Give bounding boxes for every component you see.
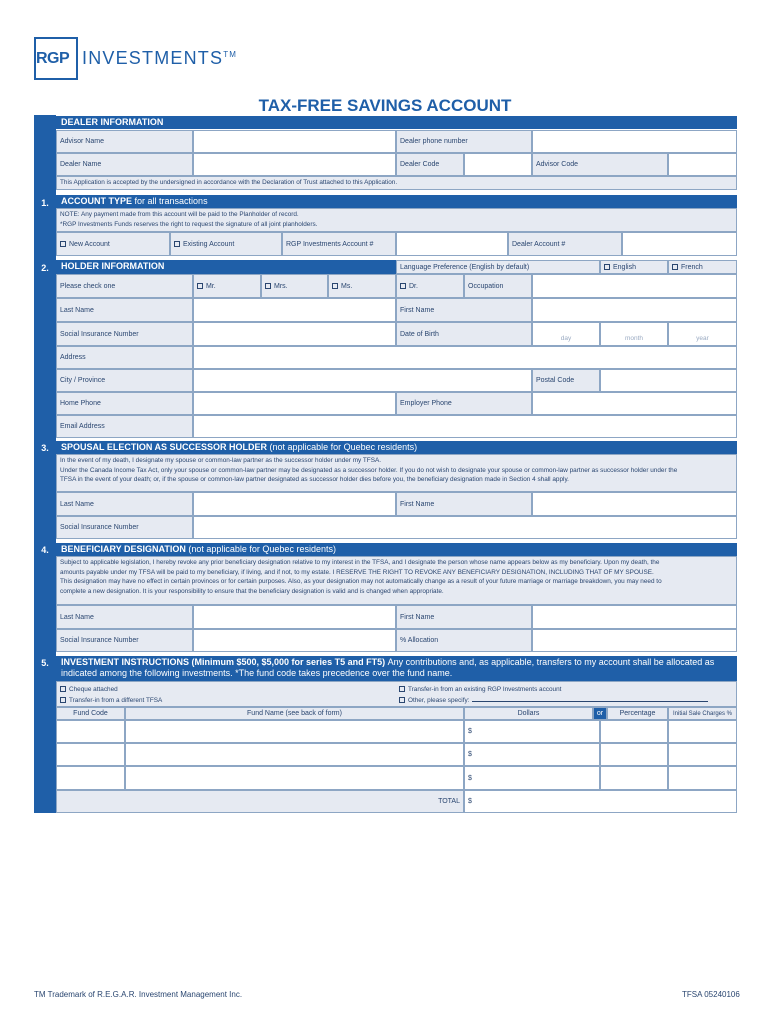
dealer-note: This Application is accepted by the undersigned in accordance with the Declaration of Trust attached to this Application. <box>56 176 737 190</box>
beneficiary-first-name-field[interactable] <box>532 605 737 629</box>
spouse-sin-label: Social Insurance Number <box>56 516 193 539</box>
city-field[interactable] <box>193 369 532 392</box>
dob-year-field[interactable] <box>668 322 737 346</box>
section-4-number: 4. <box>41 545 49 555</box>
beneficiary-last-name-field[interactable] <box>193 605 396 629</box>
fund-name-cell[interactable] <box>125 743 464 766</box>
cheque-checkbox[interactable] <box>60 686 66 692</box>
home-phone-label: Home Phone <box>56 392 193 415</box>
dealer-code-field[interactable] <box>464 153 532 176</box>
section-number-column <box>34 115 56 813</box>
form-code: TFSA 05240106 <box>682 990 740 999</box>
account-type-subtitle: for all transactions <box>134 196 208 206</box>
beneficiary-sin-label: Social Insurance Number <box>56 629 193 652</box>
dollar-sign: $ <box>468 774 472 782</box>
occupation-label: Occupation <box>464 274 532 298</box>
cheque-label: Cheque attached <box>69 686 118 693</box>
advisor-code-label: Advisor Code <box>532 153 668 176</box>
address-label: Address <box>56 346 193 369</box>
employer-phone-field[interactable] <box>532 392 737 415</box>
advisor-code-field[interactable] <box>668 153 737 176</box>
mr-label: Mr. <box>206 282 216 290</box>
dob-month-field[interactable] <box>600 322 668 346</box>
other-specify-line[interactable] <box>472 701 708 702</box>
city-label: City / Province <box>56 369 193 392</box>
beneficiary-sin-field[interactable] <box>193 629 396 652</box>
spousal-note-line-2: Under the Canada Income Tax Act, only your spouse or common-law partner may be designated as a successor holder. If you do not wish to designate your spouse or common-law partner as successor holder under the <box>60 466 678 474</box>
employer-phone-label: Employer Phone <box>396 392 532 415</box>
address-field[interactable] <box>193 346 737 369</box>
beneficiary-subtitle: (not applicable for Quebec residents) <box>188 544 336 554</box>
dollars-header: Dollars <box>464 707 593 720</box>
transfer-tfsa-label: Transfer-in from a different TFSA <box>69 697 163 704</box>
dr-checkbox[interactable] <box>400 283 406 289</box>
dealer-account-field[interactable] <box>622 232 737 256</box>
spousal-note-line-1: In the event of my death, I designate my spouse or common-law partner as the successor holder under my TFSA. <box>60 457 381 464</box>
other-checkbox[interactable] <box>399 697 405 703</box>
isc-cell[interactable] <box>668 720 737 743</box>
beneficiary-note-line-4: complete a new designation. It is your responsibility to ensure that the beneficiary designation is valid and is changed when appropriate. <box>60 587 444 595</box>
dob-year-hint: year <box>696 334 709 342</box>
beneficiary-title: BENEFICIARY DESIGNATION <box>61 544 186 554</box>
fund-code-cell[interactable] <box>56 766 125 790</box>
french-label: French <box>681 263 703 271</box>
spouse-last-name-label: Last Name <box>56 492 193 516</box>
transfer-tfsa-checkbox[interactable] <box>60 697 66 703</box>
investment-title: INVESTMENT INSTRUCTIONS (Minimum $500, $5,000 for series T5 and FT5) <box>61 657 386 667</box>
dollar-sign: $ <box>468 751 472 758</box>
dealer-code-label: Dealer Code <box>396 153 464 176</box>
occupation-field[interactable] <box>532 274 737 298</box>
spouse-first-name-field[interactable] <box>532 492 737 516</box>
holder-info-header: HOLDER INFORMATION <box>56 260 396 274</box>
or-label: or <box>593 707 607 720</box>
logo-investments <box>82 48 237 69</box>
dealer-phone-label: Dealer phone number <box>396 130 532 153</box>
transfer-rgp-checkbox[interactable] <box>399 686 405 692</box>
account-note-line-1: NOTE: Any payment made from this account will be paid to the Planholder of record. <box>60 211 299 218</box>
new-account-option[interactable] <box>56 232 170 256</box>
percentage-cell[interactable] <box>600 766 668 790</box>
mrs-checkbox[interactable] <box>265 283 271 289</box>
investment-options <box>56 681 737 707</box>
ms-checkbox[interactable] <box>332 283 338 289</box>
spousal-election-header <box>56 441 737 454</box>
isc-cell[interactable] <box>668 743 737 766</box>
transfer-rgp-label: Transfer-in from an existing RGP Investments account <box>408 686 562 693</box>
dob-label: Date of Birth <box>396 322 532 346</box>
holder-last-name-field[interactable] <box>193 298 396 322</box>
please-check-label: Please check one <box>56 274 193 298</box>
dob-day-field[interactable] <box>532 322 600 346</box>
spouse-last-name-field[interactable] <box>193 492 396 516</box>
section-3-number: 3. <box>41 443 49 453</box>
dob-day-hint: day <box>560 334 572 342</box>
mr-checkbox[interactable] <box>197 283 203 289</box>
dealer-name-label: Dealer Name <box>56 153 193 176</box>
transfer-rgp-option[interactable] <box>399 684 561 695</box>
cheque-option[interactable] <box>60 684 118 695</box>
other-option[interactable] <box>399 695 708 706</box>
dr-option[interactable] <box>396 274 464 298</box>
transfer-tfsa-option[interactable] <box>60 695 162 706</box>
logo-rgp: RGP <box>36 50 70 67</box>
account-type-title: ACCOUNT TYPE <box>61 196 133 206</box>
total-dollars-cell[interactable] <box>464 790 737 813</box>
mrs-option[interactable] <box>261 274 328 298</box>
dealer-info-header: DEALER INFORMATION <box>56 116 737 129</box>
dollars-cell[interactable] <box>464 720 600 743</box>
other-label: Other, please specify: <box>408 697 470 704</box>
holder-last-name-label: Last Name <box>56 298 193 322</box>
beneficiary-note <box>56 556 737 605</box>
dollars-cell[interactable] <box>464 743 600 766</box>
allocation-label: % Allocation <box>396 629 532 652</box>
postal-code-field[interactable] <box>600 369 737 392</box>
dr-label: Dr. <box>409 282 418 290</box>
spouse-first-name-label: First Name <box>396 492 532 516</box>
account-type-header <box>56 195 737 208</box>
dealer-account-label: Dealer Account # <box>508 232 622 256</box>
fund-name-cell[interactable] <box>125 766 464 790</box>
holder-first-name-label: First Name <box>396 298 532 322</box>
language-pref-label: Language Preference (English by default) <box>396 260 600 274</box>
account-note-line-2: *RGP Investments Funds reserves the right to request the signature of all joint planholders. <box>60 220 318 228</box>
email-field[interactable] <box>193 415 737 438</box>
spousal-note <box>56 454 737 492</box>
isc-cell[interactable] <box>668 766 737 790</box>
spousal-note-line-3: TFSA in the event of your death; or, if the spouse or common-law partner designated as successor holder dies before you, the beneficiary designation made in Section 4 shall apply. <box>60 476 569 483</box>
home-phone-field[interactable] <box>193 392 396 415</box>
investment-instructions-header <box>56 656 737 681</box>
dealer-name-field[interactable] <box>193 153 396 176</box>
holder-sin-label: Social Insurance Number <box>56 322 193 346</box>
advisor-name-label: Advisor Name <box>56 130 193 153</box>
existing-account-label: Existing Account <box>183 240 235 248</box>
dealer-phone-field[interactable] <box>532 130 737 153</box>
section-5-number: 5. <box>41 658 49 668</box>
email-label: Email Address <box>56 415 193 438</box>
trademark-footer: TM Trademark of R.E.G.A.R. Investment Management Inc. <box>34 990 243 999</box>
rgp-account-field[interactable] <box>396 232 508 256</box>
logo-investments-text: INVESTMENTS <box>82 48 224 68</box>
section-1-number: 1. <box>41 198 49 208</box>
logo-tm: TM <box>223 50 238 59</box>
beneficiary-note-line-1: Subject to applicable legislation, I hereby revoke any prior beneficiary designation relative to my interest in the TFSA, and I designate the person whose name appears below as my beneficiary. Upon my death, the <box>60 559 660 566</box>
ms-option[interactable] <box>328 274 396 298</box>
holder-first-name-field[interactable] <box>532 298 737 322</box>
english-option[interactable] <box>600 260 668 274</box>
section-2-number: 2. <box>41 263 49 273</box>
advisor-name-field[interactable] <box>193 130 396 153</box>
mrs-label: Mrs. <box>274 282 288 290</box>
new-account-label: New Account <box>69 240 110 248</box>
total-label: TOTAL <box>56 790 464 813</box>
fund-code-cell[interactable] <box>56 720 125 743</box>
dollars-cell[interactable] <box>464 766 600 790</box>
english-label: English <box>613 263 636 271</box>
postal-code-label: Postal Code <box>532 369 600 392</box>
beneficiary-header <box>56 543 737 556</box>
holder-sin-field[interactable] <box>193 322 396 346</box>
french-checkbox[interactable] <box>672 264 678 270</box>
allocation-field[interactable] <box>532 629 737 652</box>
isc-header: Initial Sale Charges % <box>668 707 737 720</box>
beneficiary-note-line-2: amounts payable under my TFSA will be paid to my beneficiary, if living, and if not, to my estate. I RESERVE THE RIGHT TO REVOKE ANY BENEFICIARY DESIGNATION, INCLUDING THAT OF MY SPOUSE. <box>60 568 654 576</box>
fund-name-cell[interactable] <box>125 720 464 743</box>
french-option[interactable] <box>668 260 737 274</box>
dollar-sign: $ <box>468 798 472 805</box>
percentage-cell[interactable] <box>600 743 668 766</box>
mr-option[interactable] <box>193 274 261 298</box>
ms-label: Ms. <box>341 282 353 290</box>
spousal-subtitle: (not applicable for Quebec residents) <box>269 442 418 452</box>
page-title: TAX-FREE SAVINGS ACCOUNT <box>258 96 512 115</box>
existing-account-checkbox[interactable] <box>174 241 180 247</box>
beneficiary-note-line-3: This designation may have no effect in certain provinces or for certain purposes. Also, as your designation may not automatically change as a result of your future marriage or marriage breakdown, you may need to <box>60 578 662 585</box>
english-checkbox[interactable] <box>604 264 610 270</box>
beneficiary-last-name-label: Last Name <box>56 605 193 629</box>
fund-code-cell[interactable] <box>56 743 125 766</box>
account-type-note <box>56 208 737 232</box>
percentage-cell[interactable] <box>600 720 668 743</box>
spousal-title: SPOUSAL ELECTION AS SUCCESSOR HOLDER <box>61 442 268 452</box>
percentage-header: Percentage <box>607 707 668 720</box>
new-account-checkbox[interactable] <box>60 241 66 247</box>
dollar-sign: $ <box>468 728 472 735</box>
fund-name-header: Fund Name (see back of form) <box>125 707 464 720</box>
spouse-sin-field[interactable] <box>193 516 737 539</box>
investment-subtitle-line-2: as indicated among the following investments. *The fund code takes precedence over the fund name. <box>61 657 715 678</box>
existing-account-option[interactable] <box>170 232 282 256</box>
fund-code-header: Fund Code <box>56 707 125 720</box>
dob-month-hint: month <box>624 334 644 342</box>
beneficiary-first-name-label: First Name <box>396 605 532 629</box>
investment-subtitle: Any contributions and, as applicable, transfers to my account shall be allocated <box>387 657 703 667</box>
rgp-account-label: RGP Investments Account # <box>282 232 396 256</box>
